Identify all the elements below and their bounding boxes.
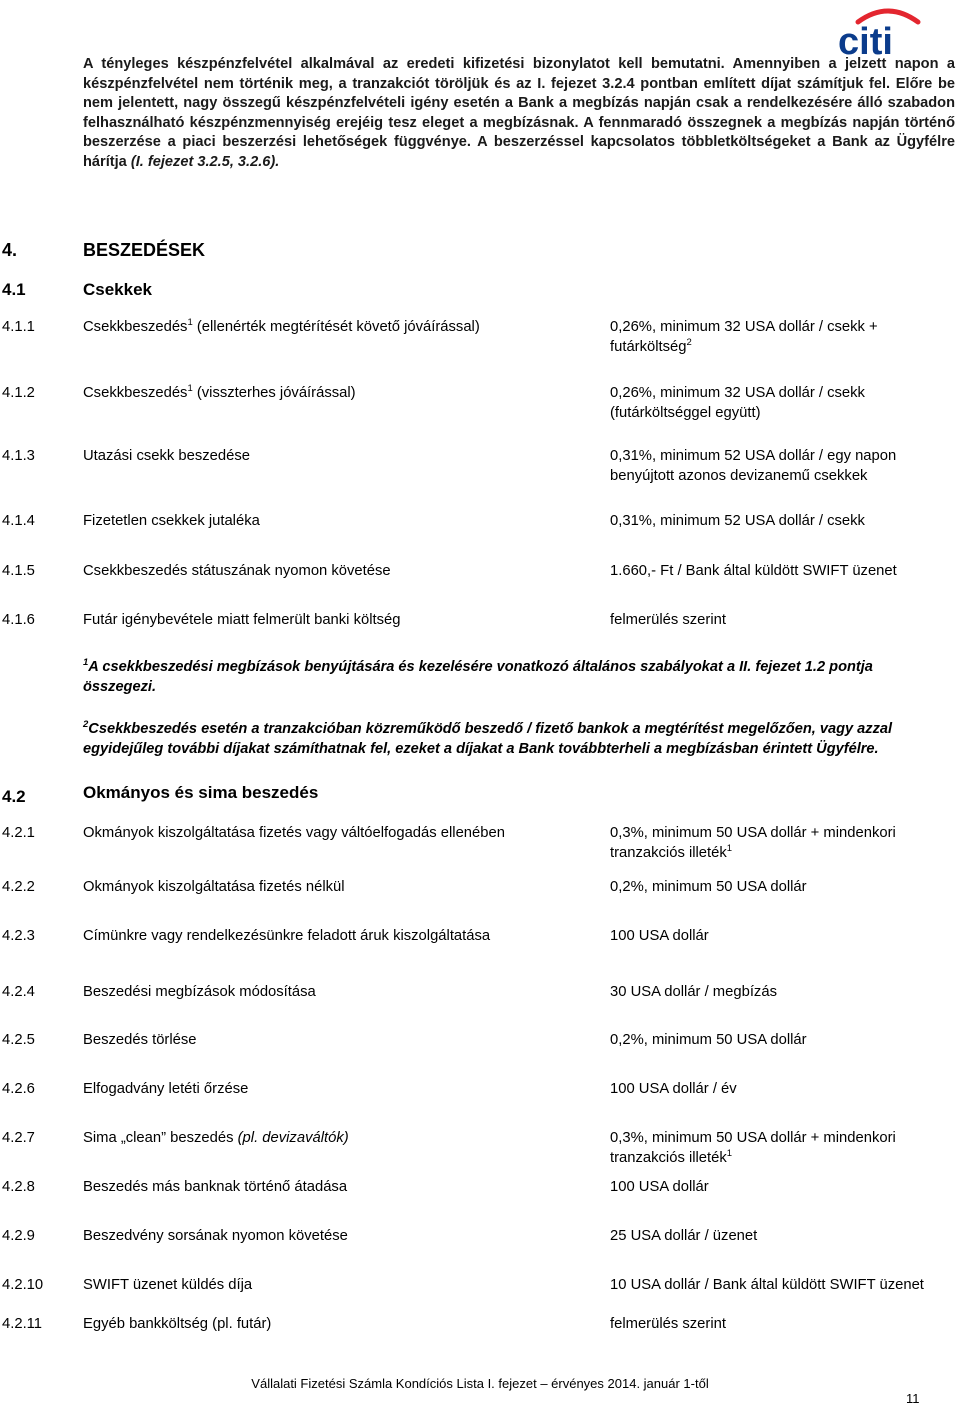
section-42-number: 4.2 [2, 787, 26, 806]
row-number: 4.2.1 [2, 825, 35, 841]
row-description: Utazási csekk beszedése [83, 448, 250, 464]
section-number: 4. [2, 240, 18, 260]
intro-paragraph: A tényleges készpénzfelvétel alkalmával az eredeti kifizetési bizonylatot kell bemutatni. Amennyiben a jelzett napon a készpénzfelvétel nem történik meg, a tranzakciót töröljük és az I. fejezet 3.2.4 pontban említett díjat számítjuk fel. Előre be nem jelentett, nagy összegű készpénzfelvételi igény esetén a Bank a megbízás napján csak a rendelkezésére álló szabadon felhasználható készpénzmennyiség erejéig tesz eleget a megbízásnak. A fennmaradó összegnek a megbízás napján történő beszerzése a piaci beszerzési lehetőségek függvénye. A beszerzéssel kapcsolatos többletköltségeket a Bank az Ügyfélre hárítja (I. fejezet 3.2.5, 3.2.6). [83, 56, 955, 170]
section-41-title: Csekkek [83, 280, 153, 299]
row-fee: 100 USA dollár [610, 928, 709, 944]
row-number: 4.1.1 [2, 319, 35, 335]
row-description: Sima „clean” beszedés (pl. devizaváltók) [83, 1130, 349, 1146]
row-fee: 100 USA dollár / év [610, 1081, 737, 1097]
row-description: Okmányok kiszolgáltatása fizetés nélkül [83, 879, 345, 895]
section-42-title: Okmányos és sima beszedés [83, 783, 319, 802]
row-number: 4.2.11 [2, 1316, 43, 1332]
row-description: Egyéb bankköltség (pl. futár) [83, 1316, 272, 1332]
row-number: 4.2.6 [2, 1081, 35, 1097]
row-description: Csekkbeszedés$^1$ (ellenérték megtérítését követő jóváírással) [83, 317, 480, 335]
row-fee: 1.660,- Ft / Bank által küldött SWIFT üzenet [610, 563, 897, 579]
row-number: 4.1.3 [2, 448, 35, 464]
row-description: Csekkbeszedés státuszának nyomon követése [83, 563, 391, 579]
row-fee: 0,3%, minimum 50 USA dollár + mindenkori tranzakciós illeték$^1$ [610, 825, 896, 861]
row-description: Fizetetlen csekkek jutaléka [83, 513, 260, 529]
row-number: 4.2.7 [2, 1130, 35, 1146]
row-number: 4.1.4 [2, 513, 35, 529]
row-fee: 0,2%, minimum 50 USA dollár [610, 1032, 807, 1048]
row-fee: 0,31%, minimum 52 USA dollár / csekk [610, 513, 865, 529]
row-description: Beszedés más banknak történő átadása [83, 1179, 348, 1195]
row-fee: 0,3%, minimum 50 USA dollár + mindenkori tranzakciós illeték$^1$ [610, 1130, 896, 1166]
svg-text:citi: citi [838, 21, 893, 56]
row-fee: 100 USA dollár [610, 1179, 709, 1195]
row-fee: 0,31%, minimum 52 USA dollár / egy napon benyújtott azonos devizanemű csekkek [610, 448, 897, 484]
row-description: Okmányok kiszolgáltatása fizetés vagy váltóelfogadás ellenében [83, 825, 505, 841]
row-fee: 30 USA dollár / megbízás [610, 984, 777, 1000]
row-description: Csekkbeszedés$^1$ (visszterhes jóváírással) [83, 383, 356, 401]
row-description: Elfogadvány letéti őrzése [83, 1081, 249, 1097]
row-description: Futár igénybevétele miatt felmerült banki költség [83, 612, 401, 628]
section-41-number: 4.1 [2, 280, 26, 299]
row-number: 4.2.8 [2, 1179, 35, 1195]
row-fee: 0,26%, minimum 32 USA dollár / csekk + futárköltség$^2$ [610, 319, 878, 355]
row-fee: 0,26%, minimum 32 USA dollár / csekk (futárköltséggel együtt) [610, 385, 865, 421]
row-number: 4.2.4 [2, 984, 35, 1000]
row-fee: 25 USA dollár / üzenet [610, 1228, 758, 1244]
row-description: Beszedvény sorsának nyomon követése [83, 1228, 348, 1244]
footnote-1: $^1$A csekkbeszedési megbízások benyújtására és kezelésére vonatkozó általános szabályokat a II. fejezet 1.2 pontja összegezi. [83, 657, 873, 695]
row-number: 4.1.2 [2, 385, 35, 401]
row-number: 4.2.2 [2, 879, 35, 895]
page-number: 11 [906, 1391, 920, 1406]
row-description: Beszedési megbízások módosítása [83, 984, 316, 1000]
row-fee: felmerülés szerint [610, 1316, 726, 1332]
footnote-2: $^2$Csekkbeszedés esetén a tranzakcióban közreműködő beszedő / fizető bankok a megtérítést megelőzően, vagy azzal egyidejűleg további díjakat számíthatnak fel, ezeket a díjakat a Bank továbbterheli a megbízásban érintett Ügyfélre. [83, 719, 893, 757]
row-fee: felmerülés szerint [610, 612, 726, 628]
section-4-heading [2, 240, 206, 261]
citi-logo [836, 6, 922, 56]
row-number: 4.1.5 [2, 563, 35, 579]
row-number: 4.2.10 [2, 1277, 44, 1293]
row-description: Beszedés törlése [83, 1032, 197, 1048]
row-description: SWIFT üzenet küldés díja [83, 1277, 253, 1293]
row-number: 4.1.6 [2, 612, 35, 628]
section-title: BESZEDÉSEK [83, 240, 206, 260]
row-fee: 10 USA dollár / Bank által küldött SWIFT üzenet [610, 1277, 924, 1293]
page-footer: Vállalati Fizetési Számla Kondíciós Lista I. fejezet – érvényes 2014. január 1-től [251, 1376, 709, 1391]
row-fee: 0,2%, minimum 50 USA dollár [610, 879, 807, 895]
row-number: 4.2.3 [2, 928, 35, 944]
row-number: 4.2.9 [2, 1228, 35, 1244]
row-number: 4.2.5 [2, 1032, 35, 1048]
row-description: Címünkre vagy rendelkezésünkre feladott áruk kiszolgáltatása [83, 928, 491, 944]
